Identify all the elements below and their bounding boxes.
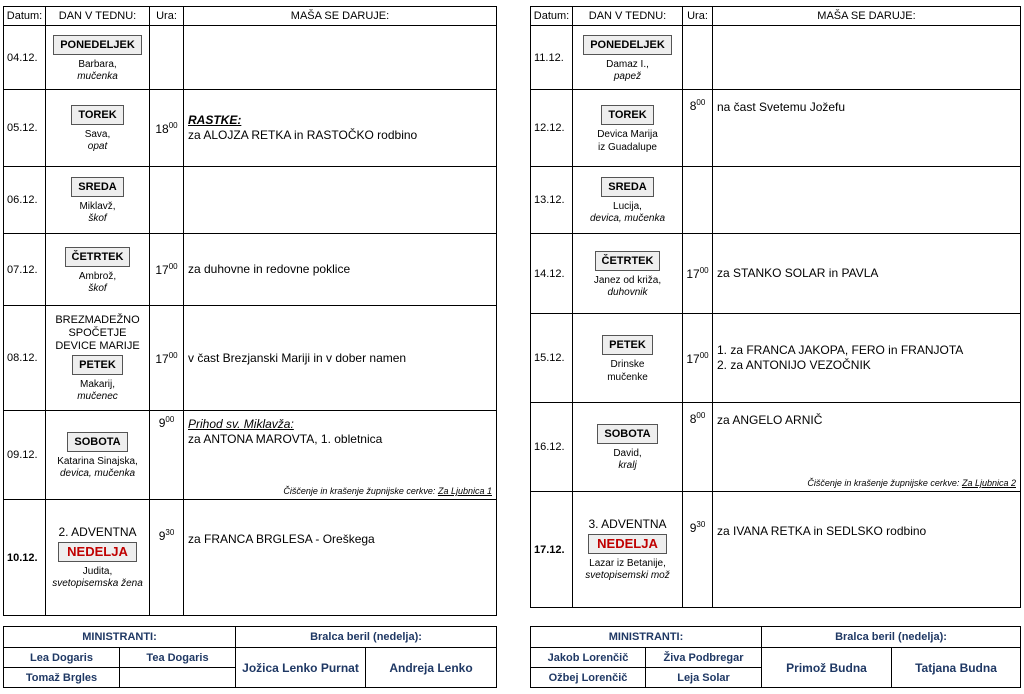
day-label: SREDA [71,177,124,197]
table-row [4,306,497,411]
day-cell [573,90,683,167]
table-header [531,7,1021,26]
hour-cell [150,167,184,234]
day-label: TOREK [601,105,653,125]
hour-cell [150,26,184,90]
mass-intention: na čast Svetemu Jožefu [717,100,846,114]
mass-cell [713,26,1021,90]
saint-desc: škof [88,282,107,294]
mass-cell [713,492,1021,608]
header-hour: Ura: [683,7,713,26]
day-cell [46,411,150,500]
saint-name: Drinske [610,358,645,370]
mass-cell [184,234,497,306]
day-cell [573,314,683,403]
mass-intention: za STANKO SOLAR in PAVLA [717,266,879,280]
date-cell: 12.12. [531,90,573,167]
saint-name: Lucija, [613,201,642,212]
day-cell [573,167,683,234]
table-row [4,500,497,616]
saint-name: Barbara, [78,58,117,70]
saint-name: Devica Marija [597,128,658,140]
bralec-name: Primož Budna [762,648,892,688]
table-row [531,167,1021,234]
date-cell: 04.12. [4,26,46,90]
ministranti-label: MINISTRANTI: [4,627,236,648]
ministrant-name: Tea Dogaris [120,648,236,668]
day-label: SOBOTA [597,424,657,444]
date-cell: 05.12. [4,90,46,167]
header-day: DAN V TEDNU: [46,7,150,26]
date-cell: 11.12. [531,26,573,90]
saint-desc: papež [613,70,642,82]
saint-name-line2: mučenke [607,371,648,383]
feast-name: BREZMADEŽNO [55,313,140,326]
header-mass: MAŠA SE DARUJE: [713,7,1021,26]
feast-name: 2. ADVENTNA [58,524,137,539]
table-row [531,90,1021,167]
mass-intention: v čast Brezjanski Mariji in v dober namen [188,350,407,365]
day-label: TOREK [71,105,123,125]
mass-cell [713,403,1021,492]
header-mass: MAŠA SE DARUJE: [184,7,497,26]
table-row [4,26,497,90]
header-date: Datum: [531,7,573,26]
mass-intention: za ANGELO ARNIČ [717,413,823,427]
table-row [531,234,1021,314]
hour-cell: $17^{00}$ [683,234,713,314]
hour-cell: $17^{00}$ [150,234,184,306]
hour-cell: $9^{30}$ [150,500,184,616]
day-cell [46,90,150,167]
table-header [4,7,497,26]
mass-intention: za IVANA RETKA in SEDLSKO rodbino [717,524,927,538]
date-cell: 15.12. [531,314,573,403]
mass-intention: za ANTONA MAROVTA, 1. obletnica [188,432,383,446]
saint-desc: svetopisemska žena [52,577,143,589]
saint-name: Damaz I., [606,58,649,70]
bralec-name: Tatjana Budna [892,648,1021,688]
day-label: ČETRTEK [595,251,661,271]
hour-cell: $9^{30}$ [683,492,713,608]
day-label: SREDA [601,177,654,197]
bralec-name: Jožica Lenko Purnat [236,648,366,688]
saint-name: Katarina Sinajska, [57,456,138,467]
day-cell [573,403,683,492]
date-cell: 10.12. [4,500,46,616]
feast-name: SPOČETJE [68,326,127,339]
saint-desc: mučenka [77,70,118,82]
week-schedule-left [3,6,497,616]
date-cell: 06.12. [4,167,46,234]
mass-cell [713,314,1021,403]
feast-name: 3. ADVENTNA [588,516,667,531]
week-schedule-right [530,6,1021,608]
ministrant-name: Leja Solar [646,668,762,688]
hour-cell [683,26,713,90]
table-row [4,234,497,306]
saint-name: Janez od križa, [593,274,662,286]
mass-intention: za FRANCA BRGLESA - Oreškega [188,532,375,546]
mass-heading: RASTKE: [188,113,242,127]
mass-cell [184,500,497,616]
table-row [531,314,1021,403]
mass-cell [184,90,497,167]
bralci-label: Bralca beril (nedelja): [762,627,1021,648]
bralci-label: Bralca beril (nedelja): [236,627,497,648]
table-row [531,26,1021,90]
day-cell [46,167,150,234]
saint-desc: svetopisemski mož [585,569,670,581]
hour-cell: $9^{00}$ [150,411,184,500]
saint-name: Lazar iz Betanije, [589,557,666,569]
mass-cell [184,26,497,90]
ministrant-name: Lea Dogaris [4,648,120,668]
date-cell: 16.12. [531,403,573,492]
mass-cell [713,234,1021,314]
day-label: SOBOTA [67,432,127,452]
day-cell [46,234,150,306]
saint-name: Miklavž, [79,201,116,212]
ministrant-name [120,668,236,688]
date-cell: 08.12. [4,306,46,411]
ministrant-name: Tomaž Brgles [4,668,120,688]
ministrant-name: Jakob Lorenčič [531,648,646,668]
feast-name: DEVICE MARIJE [55,339,140,352]
ministrant-name: Ožbej Lorenčič [531,668,646,688]
hour-cell: $8^{00}$ [683,90,713,167]
day-cell [46,26,150,90]
saint-name: Ambrož, [78,270,117,282]
hour-cell [683,167,713,234]
bralec-name: Andreja Lenko [366,648,497,688]
day-label: ČETRTEK [65,247,131,267]
ministrant-name: Živa Podbregar [646,648,762,668]
mass-intention: za duhovne in redovne poklice [188,262,351,276]
header-hour: Ura: [150,7,184,26]
saint-name: Makarij, [79,378,115,390]
saint-name: Judita, [82,565,113,577]
date-cell: 13.12. [531,167,573,234]
saint-desc: škof [88,213,107,224]
day-cell [46,500,150,616]
day-cell [573,492,683,608]
mass-intention: za ALOJZA RETKA in RASTOČKO rodbino [188,128,418,142]
saint-desc: duhovnik [607,286,648,298]
day-cell [573,26,683,90]
mass-intention: 2. za ANTONIJO VEZOČNIK [717,358,871,372]
cleaning-note: Čiščenje in krašenje župnijske cerkve: Za Ljubnica 1 [283,486,492,496]
ministranti-label: MINISTRANTI: [531,627,762,648]
day-label: NEDELJA [58,542,137,562]
hour-cell: $17^{00}$ [683,314,713,403]
hour-cell: $18^{00}$ [150,90,184,167]
saint-name: Sava, [84,129,111,140]
mass-cell [184,306,497,411]
date-cell: 14.12. [531,234,573,314]
saint-desc: devica, mučenka [589,213,666,224]
table-row [531,403,1021,492]
mass-intention: 1. za FRANCA JAKOPA, FERO in FRANJOTA [717,343,964,357]
table-row [4,411,497,500]
saint-desc: kralj [618,460,637,471]
mass-cell [713,90,1021,167]
date-cell: 17.12. [531,492,573,608]
saint-desc: mučenec [77,390,118,402]
day-cell [573,234,683,314]
servers-readers-left [3,626,497,688]
cleaning-note: Čiščenje in krašenje župnijske cerkve: Za Ljubnica 2 [807,478,1016,488]
hour-cell: $17^{00}$ [150,306,184,411]
day-label: PONEDELJEK [583,35,672,55]
servers-readers-right [530,626,1021,688]
table-row [4,167,497,234]
hour-cell: $8^{00}$ [683,403,713,492]
saint-name-line2: iz Guadalupe [598,141,657,153]
table-row [531,492,1021,608]
mass-cell [184,411,497,500]
table-row [4,90,497,167]
saint-desc: opat [87,141,108,152]
schedule-table [3,6,497,616]
header-date: Datum: [4,7,46,26]
day-label: PONEDELJEK [53,35,142,55]
day-cell [46,306,150,411]
date-cell: 09.12. [4,411,46,500]
mass-cell [713,167,1021,234]
day-label: PETEK [72,355,123,375]
mass-heading: Prihod sv. Miklavža: [188,417,294,431]
day-label: PETEK [602,335,653,355]
schedule-table [530,6,1021,608]
header-day: DAN V TEDNU: [573,7,683,26]
day-label: NEDELJA [588,534,667,554]
saint-name: David, [613,448,642,459]
mass-cell [184,167,497,234]
saint-desc: devica, mučenka [59,468,136,479]
date-cell: 07.12. [4,234,46,306]
